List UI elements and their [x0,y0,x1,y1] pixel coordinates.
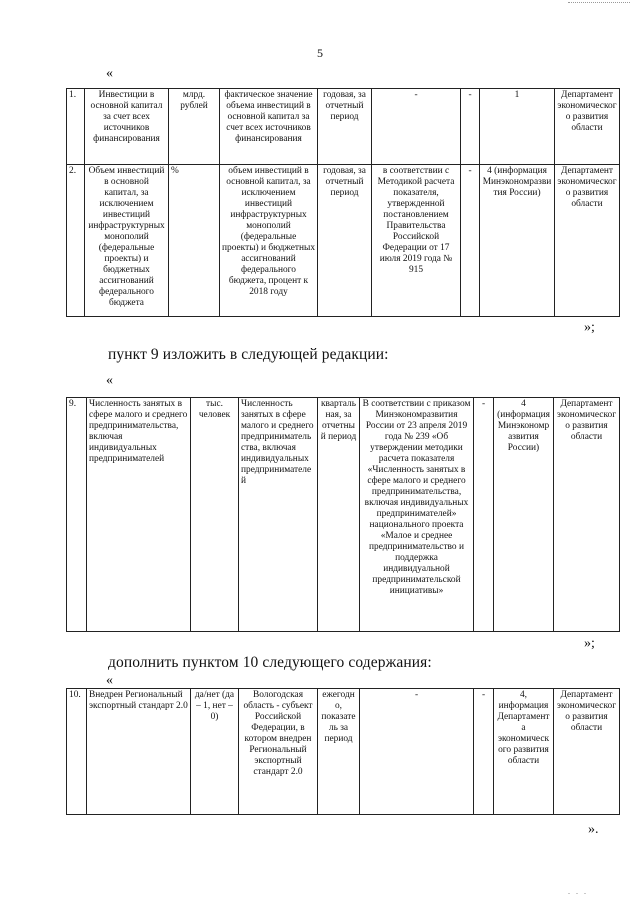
col7: - [474,398,494,632]
method: В соответствии с приказом Минэкономразвития России от 23 апреля 2019 года № 239 «Об утверждении методики расчета показателя «Численность занятых в сфере малого и среднего предпринимательства, включая индивидуальных предпринимателей» национального проекта «Малое и среднее предпринимательство и поддержка индивидуальной предпринимательской инициативы» [360,398,474,632]
definition: Численность занятых в сфере малого и среднего предпринимательства, включая индивидуальных предпринимателей [239,398,318,632]
row-number: 2. [67,165,85,317]
col8: 4 (информация Минэкономразвития России) [494,398,554,632]
col7: - [461,165,480,317]
indicator-table-1 [66,88,620,317]
col7: - [474,689,494,815]
close-quote-1: »; [584,320,595,335]
table-row [67,398,620,632]
unit: % [169,165,220,317]
definition: фактическое значение объема инвестиций в основной капитал за счет всех источников финансирования [220,89,318,165]
table-row [67,689,620,815]
indicator-table-3 [66,688,620,815]
method: в соответствии с Методикой расчета показателя, утвержденной постановлением Правительства Российской Федерации от 17 июля 2019 года № 915 [372,165,461,317]
table-row [67,89,620,165]
open-quote-3: « [106,673,113,688]
definition: объем инвестиций в основной капитал, за исключением инвестиций инфраструктурных монополий (федеральные проекты) и бюджетных ассигнований федерального бюджета, процент к 2018 году [220,165,318,317]
indicator-name: Численность занятых в сфере малого и среднего предпринимательства, включая индивидуальных предпринимателей [87,398,191,632]
periodicity: квартальная, за отчетный период [318,398,360,632]
indicator-table-2 [66,397,620,632]
page-number: 5 [317,46,323,60]
method: - [360,689,474,815]
section-heading-3: дополнить пунктом 10 следующего содержания: [108,654,432,671]
indicator-name: Инвестиции в основной капитал за счет всех источников финансирования [85,89,169,165]
col8: 1 [480,89,555,165]
scan-artifact-top [568,2,630,6]
open-quote-1: « [106,66,113,81]
indicator-name: Внедрен Региональный экспортный стандарт 2.0 [87,689,191,815]
responsible: Департамент экономического развития области [554,398,620,632]
table-row [67,165,620,317]
periodicity: годовая, за отчетный период [318,89,372,165]
responsible: Департамент экономического развития области [555,89,620,165]
close-quote-3: ». [588,822,599,837]
periodicity: годовая, за отчетный период [318,165,372,317]
periodicity: ежегодно, показатель за период [318,689,360,815]
col7: - [461,89,480,165]
responsible: Департамент экономического развития области [555,165,620,317]
row-number: 9. [67,398,87,632]
open-quote-2: « [106,373,113,388]
section-heading-2: пункт 9 изложить в следующей редакции: [108,346,389,363]
col8: 4, информация Департамента экономического развития области [494,689,554,815]
unit: тыс. человек [191,398,239,632]
responsible: Департамент экономического развития области [554,689,620,815]
row-number: 10. [67,689,87,815]
col8: 4 (информация Минэкономразвития России) [480,165,555,317]
definition: Вологодская область - субъект Российской Федерации, в котором внедрен Региональный экспортный стандарт 2.0 [239,689,318,815]
unit: да/нет (да – 1, нет – 0) [191,689,239,815]
unit: млрд. рублей [169,89,220,165]
scan-artifact-bottom: . . . [568,887,588,896]
method: - [372,89,461,165]
row-number: 1. [67,89,85,165]
close-quote-2: »; [584,636,595,651]
indicator-name: Объем инвестиций в основной капитал, за исключением инвестиций инфраструктурных монополий (федеральные проекты) и бюджетных ассигнований федерального бюджета [85,165,169,317]
